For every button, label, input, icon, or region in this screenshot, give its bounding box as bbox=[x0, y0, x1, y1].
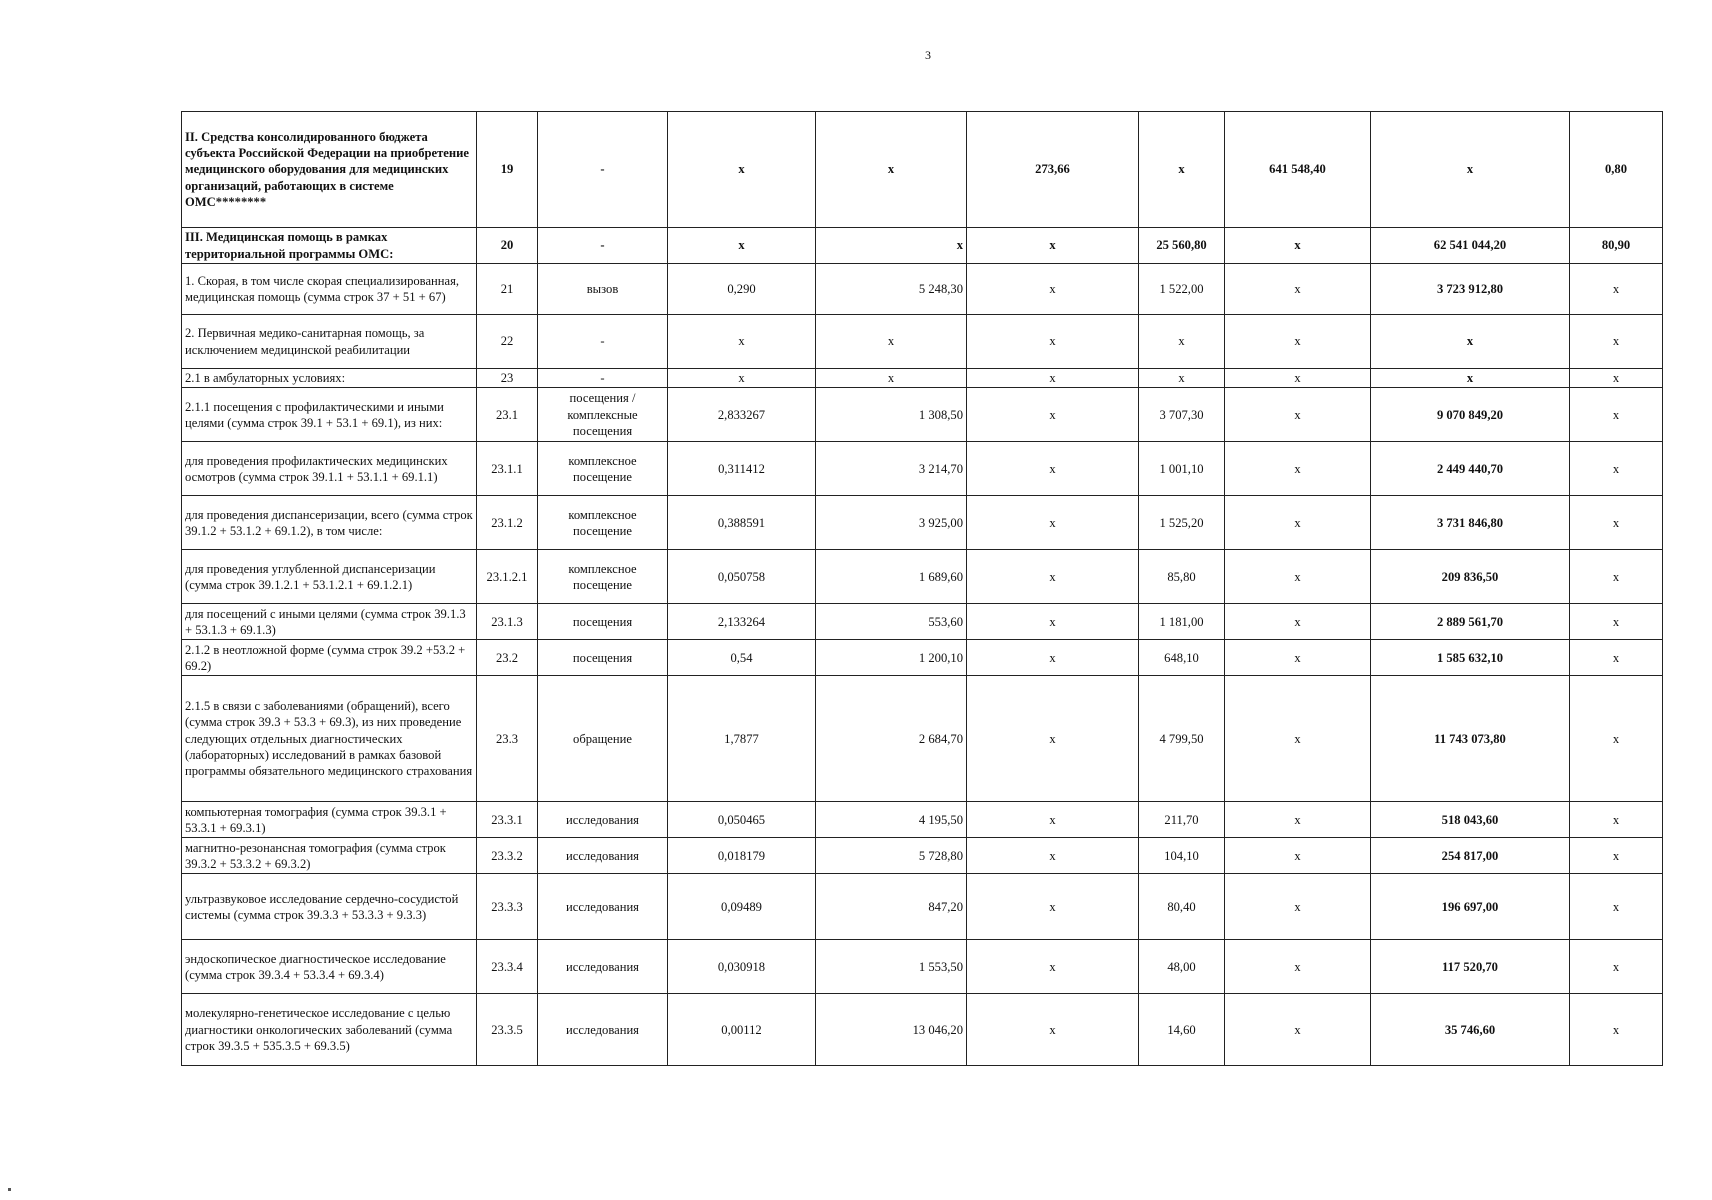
value-cell: x bbox=[1371, 315, 1570, 369]
volume-cell: 0,388591 bbox=[668, 496, 816, 550]
table-row bbox=[182, 994, 1663, 1066]
table-row bbox=[182, 802, 1663, 838]
value-cell: 3 723 912,80 bbox=[1371, 264, 1570, 315]
value-cell: x bbox=[967, 550, 1139, 604]
volume-cell: 0,09489 bbox=[668, 874, 816, 940]
row-name: 2.1 в амбулаторных условиях: bbox=[182, 369, 477, 388]
value-cell: 35 746,60 bbox=[1371, 994, 1570, 1066]
unit-cell: вызов bbox=[538, 264, 668, 315]
value-cell: x bbox=[1139, 315, 1225, 369]
row-number: 21 bbox=[477, 264, 538, 315]
value-cell: x bbox=[967, 838, 1139, 874]
value-cell: 1 001,10 bbox=[1139, 442, 1225, 496]
row-number: 23.1.2 bbox=[477, 496, 538, 550]
row-name: молекулярно-генетическое исследование с целью диагностики онкологических заболеваний (сумма строк 39.3.5 + 535.3.5 + 69.3.5) bbox=[182, 994, 477, 1066]
row-name: для проведения диспансеризации, всего (сумма строк 39.1.2 + 53.1.2 + 69.1.2), в том числе: bbox=[182, 496, 477, 550]
value-cell: x bbox=[967, 940, 1139, 994]
value-cell: 2 449 440,70 bbox=[1371, 442, 1570, 496]
value-cell: 641 548,40 bbox=[1225, 112, 1371, 228]
value-cell: x bbox=[967, 604, 1139, 640]
cost-cell: 1 689,60 bbox=[816, 550, 967, 604]
cost-cell: 3 214,70 bbox=[816, 442, 967, 496]
value-cell: x bbox=[1225, 315, 1371, 369]
volume-cell: 0,018179 bbox=[668, 838, 816, 874]
cost-cell: 5 728,80 bbox=[816, 838, 967, 874]
row-name: II. Средства консолидированного бюджета субъекта Российской Федерации на приобретение медицинского оборудования для медицинских организаций, работающих в системе ОМС******** bbox=[182, 112, 477, 228]
table-row bbox=[182, 604, 1663, 640]
percent-cell: 0,80 bbox=[1570, 112, 1663, 228]
value-cell: 25 560,80 bbox=[1139, 228, 1225, 264]
scan-speck bbox=[8, 1188, 11, 1191]
value-cell: x bbox=[967, 874, 1139, 940]
row-number: 23.1.1 bbox=[477, 442, 538, 496]
value-cell: 85,80 bbox=[1139, 550, 1225, 604]
unit-cell: обращение bbox=[538, 676, 668, 802]
unit-cell: - bbox=[538, 369, 668, 388]
table-row bbox=[182, 228, 1663, 264]
table-row bbox=[182, 496, 1663, 550]
unit-cell: посещения bbox=[538, 640, 668, 676]
value-cell: 1 522,00 bbox=[1139, 264, 1225, 315]
volume-cell: 2,133264 bbox=[668, 604, 816, 640]
volume-cell: 0,54 bbox=[668, 640, 816, 676]
row-name: компьютерная томография (сумма строк 39.3.1 + 53.3.1 + 69.3.1) bbox=[182, 802, 477, 838]
percent-cell: x bbox=[1570, 640, 1663, 676]
percent-cell: x bbox=[1570, 802, 1663, 838]
row-number: 23.1.3 bbox=[477, 604, 538, 640]
value-cell: x bbox=[967, 442, 1139, 496]
cost-cell: 2 684,70 bbox=[816, 676, 967, 802]
table-row bbox=[182, 388, 1663, 442]
value-cell: x bbox=[967, 228, 1139, 264]
row-number: 23.1.2.1 bbox=[477, 550, 538, 604]
value-cell: x bbox=[1139, 369, 1225, 388]
cost-cell: 553,60 bbox=[816, 604, 967, 640]
volume-cell: 2,833267 bbox=[668, 388, 816, 442]
unit-cell: комплексное посещение bbox=[538, 496, 668, 550]
unit-cell: - bbox=[538, 228, 668, 264]
volume-cell: 0,00112 bbox=[668, 994, 816, 1066]
volume-cell: x bbox=[668, 228, 816, 264]
value-cell: x bbox=[967, 388, 1139, 442]
table-row bbox=[182, 874, 1663, 940]
row-number: 23.1 bbox=[477, 388, 538, 442]
value-cell: 62 541 044,20 bbox=[1371, 228, 1570, 264]
value-cell: x bbox=[1225, 264, 1371, 315]
value-cell: x bbox=[1225, 994, 1371, 1066]
cost-cell: 4 195,50 bbox=[816, 802, 967, 838]
value-cell: x bbox=[1225, 640, 1371, 676]
percent-cell: x bbox=[1570, 874, 1663, 940]
value-cell: 209 836,50 bbox=[1371, 550, 1570, 604]
unit-cell: исследования bbox=[538, 940, 668, 994]
value-cell: 273,66 bbox=[967, 112, 1139, 228]
percent-cell: x bbox=[1570, 496, 1663, 550]
value-cell: 2 889 561,70 bbox=[1371, 604, 1570, 640]
value-cell: 518 043,60 bbox=[1371, 802, 1570, 838]
value-cell: 1 525,20 bbox=[1139, 496, 1225, 550]
percent-cell: x bbox=[1570, 994, 1663, 1066]
cost-cell: x bbox=[816, 228, 967, 264]
value-cell: x bbox=[1225, 802, 1371, 838]
unit-cell: - bbox=[538, 315, 668, 369]
table-row bbox=[182, 640, 1663, 676]
unit-cell: комплексное посещение bbox=[538, 442, 668, 496]
unit-cell: исследования bbox=[538, 874, 668, 940]
unit-cell: посещения bbox=[538, 604, 668, 640]
cost-cell: 847,20 bbox=[816, 874, 967, 940]
percent-cell: x bbox=[1570, 676, 1663, 802]
cost-cell: 1 553,50 bbox=[816, 940, 967, 994]
value-cell: x bbox=[1225, 874, 1371, 940]
percent-cell: x bbox=[1570, 838, 1663, 874]
value-cell: 14,60 bbox=[1139, 994, 1225, 1066]
value-cell: x bbox=[1225, 228, 1371, 264]
value-cell: 48,00 bbox=[1139, 940, 1225, 994]
row-number: 23.3 bbox=[477, 676, 538, 802]
value-cell: x bbox=[1225, 369, 1371, 388]
volume-cell: 0,050465 bbox=[668, 802, 816, 838]
table-row bbox=[182, 369, 1663, 388]
row-number: 23.2 bbox=[477, 640, 538, 676]
row-name: 1. Скорая, в том числе скорая специализированная, медицинская помощь (сумма строк 37 + 51 + 67) bbox=[182, 264, 477, 315]
table-row bbox=[182, 442, 1663, 496]
row-name: 2.1.5 в связи с заболеваниями (обращений), всего (сумма строк 39.3 + 53.3 + 69.3), из них проведение следующих отдельных диагностических (лабораторных) исследований в рамках базовой программы обязательного медицинского страхования bbox=[182, 676, 477, 802]
cost-cell: 3 925,00 bbox=[816, 496, 967, 550]
value-cell: x bbox=[967, 315, 1139, 369]
value-cell: x bbox=[1225, 388, 1371, 442]
row-number: 23.3.1 bbox=[477, 802, 538, 838]
row-number: 20 bbox=[477, 228, 538, 264]
percent-cell: x bbox=[1570, 315, 1663, 369]
table-row bbox=[182, 940, 1663, 994]
value-cell: x bbox=[1225, 442, 1371, 496]
percent-cell: x bbox=[1570, 550, 1663, 604]
value-cell: x bbox=[967, 640, 1139, 676]
value-cell: x bbox=[967, 802, 1139, 838]
cost-cell: 13 046,20 bbox=[816, 994, 967, 1066]
unit-cell: - bbox=[538, 112, 668, 228]
value-cell: x bbox=[1225, 676, 1371, 802]
row-number: 23.3.4 bbox=[477, 940, 538, 994]
table-row bbox=[182, 112, 1663, 228]
row-name: для посещений с иными целями (сумма строк 39.1.3 + 53.1.3 + 69.1.3) bbox=[182, 604, 477, 640]
value-cell: 196 697,00 bbox=[1371, 874, 1570, 940]
percent-cell: 80,90 bbox=[1570, 228, 1663, 264]
volume-cell: x bbox=[668, 369, 816, 388]
value-cell: 211,70 bbox=[1139, 802, 1225, 838]
cost-cell: 5 248,30 bbox=[816, 264, 967, 315]
value-cell: x bbox=[1371, 369, 1570, 388]
value-cell: 254 817,00 bbox=[1371, 838, 1570, 874]
row-name: эндоскопическое диагностическое исследование (сумма строк 39.3.4 + 53.3.4 + 69.3.4) bbox=[182, 940, 477, 994]
value-cell: x bbox=[1139, 112, 1225, 228]
value-cell: x bbox=[967, 676, 1139, 802]
value-cell: x bbox=[1225, 496, 1371, 550]
value-cell: x bbox=[1225, 604, 1371, 640]
value-cell: x bbox=[1225, 940, 1371, 994]
financing-table bbox=[181, 111, 1663, 1066]
value-cell: x bbox=[967, 264, 1139, 315]
table-row bbox=[182, 676, 1663, 802]
value-cell: 648,10 bbox=[1139, 640, 1225, 676]
value-cell: 3 731 846,80 bbox=[1371, 496, 1570, 550]
value-cell: 9 070 849,20 bbox=[1371, 388, 1570, 442]
row-number: 23.3.2 bbox=[477, 838, 538, 874]
value-cell: x bbox=[1371, 112, 1570, 228]
page-number: 3 bbox=[925, 48, 931, 62]
volume-cell: 0,290 bbox=[668, 264, 816, 315]
row-name: III. Медицинская помощь в рамках территориальной программы ОМС: bbox=[182, 228, 477, 264]
cost-cell: 1 200,10 bbox=[816, 640, 967, 676]
row-name: 2.1.2 в неотложной форме (сумма строк 39.2 +53.2 + 69.2) bbox=[182, 640, 477, 676]
row-number: 19 bbox=[477, 112, 538, 228]
cost-cell: x bbox=[816, 315, 967, 369]
volume-cell: 1,7877 bbox=[668, 676, 816, 802]
cost-cell: x bbox=[816, 112, 967, 228]
percent-cell: x bbox=[1570, 940, 1663, 994]
cost-cell: x bbox=[816, 369, 967, 388]
table-row bbox=[182, 550, 1663, 604]
row-name: ультразвуковое исследование сердечно-сосудистой системы (сумма строк 39.3.3 + 53.3.3 + 9.3.3) bbox=[182, 874, 477, 940]
value-cell: 1 585 632,10 bbox=[1371, 640, 1570, 676]
value-cell: x bbox=[1225, 838, 1371, 874]
row-number: 23 bbox=[477, 369, 538, 388]
percent-cell: x bbox=[1570, 442, 1663, 496]
percent-cell: x bbox=[1570, 264, 1663, 315]
percent-cell: x bbox=[1570, 604, 1663, 640]
value-cell: 11 743 073,80 bbox=[1371, 676, 1570, 802]
volume-cell: 0,030918 bbox=[668, 940, 816, 994]
row-name: 2.1.1 посещения с профилактическими и иными целями (сумма строк 39.1 + 53.1 + 69.1), из них: bbox=[182, 388, 477, 442]
value-cell: x bbox=[967, 496, 1139, 550]
table-row bbox=[182, 838, 1663, 874]
percent-cell: x bbox=[1570, 369, 1663, 388]
value-cell: 104,10 bbox=[1139, 838, 1225, 874]
table-row bbox=[182, 315, 1663, 369]
value-cell: 80,40 bbox=[1139, 874, 1225, 940]
volume-cell: x bbox=[668, 112, 816, 228]
unit-cell: исследования bbox=[538, 802, 668, 838]
percent-cell: x bbox=[1570, 388, 1663, 442]
value-cell: 117 520,70 bbox=[1371, 940, 1570, 994]
row-number: 23.3.5 bbox=[477, 994, 538, 1066]
row-name: для проведения профилактических медицинских осмотров (сумма строк 39.1.1 + 53.1.1 + 69.1.1) bbox=[182, 442, 477, 496]
unit-cell: посещения / комплексные посещения bbox=[538, 388, 668, 442]
volume-cell: 0,311412 bbox=[668, 442, 816, 496]
unit-cell: исследования bbox=[538, 994, 668, 1066]
value-cell: x bbox=[1225, 550, 1371, 604]
value-cell: x bbox=[967, 994, 1139, 1066]
volume-cell: 0,050758 bbox=[668, 550, 816, 604]
row-name: 2. Первичная медико-санитарная помощь, за исключением медицинской реабилитации bbox=[182, 315, 477, 369]
value-cell: 1 181,00 bbox=[1139, 604, 1225, 640]
value-cell: 4 799,50 bbox=[1139, 676, 1225, 802]
row-number: 23.3.3 bbox=[477, 874, 538, 940]
volume-cell: x bbox=[668, 315, 816, 369]
unit-cell: исследования bbox=[538, 838, 668, 874]
table-row bbox=[182, 264, 1663, 315]
row-name: магнитно-резонансная томография (сумма строк 39.3.2 + 53.3.2 + 69.3.2) bbox=[182, 838, 477, 874]
row-number: 22 bbox=[477, 315, 538, 369]
row-name: для проведения углубленной диспансеризации (сумма строк 39.1.2.1 + 53.1.2.1 + 69.1.2.1) bbox=[182, 550, 477, 604]
unit-cell: комплексное посещение bbox=[538, 550, 668, 604]
value-cell: 3 707,30 bbox=[1139, 388, 1225, 442]
cost-cell: 1 308,50 bbox=[816, 388, 967, 442]
value-cell: x bbox=[967, 369, 1139, 388]
